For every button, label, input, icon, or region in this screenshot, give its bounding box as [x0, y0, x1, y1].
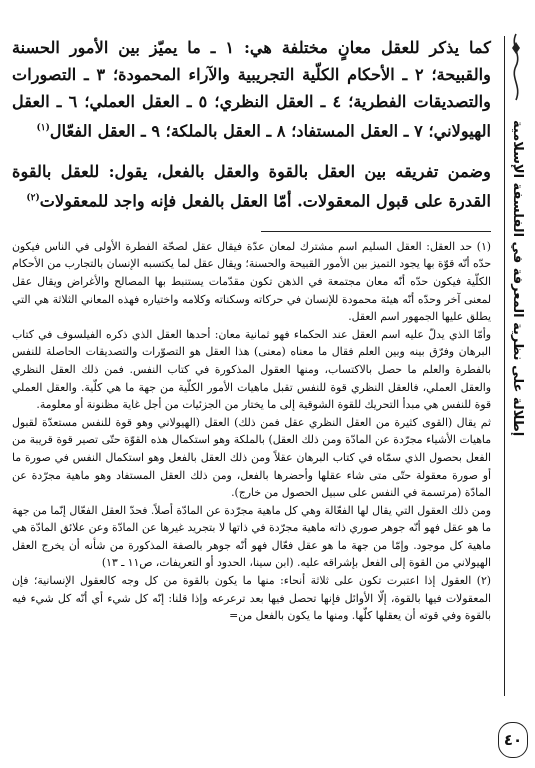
footnote-1-continued: ثم يقال (القوى كثيرة من العقل النظري عقل فمن ذلك) العقل (الهيولاني وهو قوة للنفس مستعدّة لقبول ماهيات الأشياء مجرّدة عن المادّة ومن ذلك العقل) بالملكة وهو استكمال هذه القوّة حتّى تصير قوة قريبة من الفعل بحصول الذي سمّاه في كتاب البرهان عقلاً ومن ذلك العقل بالفعل وهو استكمال النفس في صورة ما أو صورة معقولة حتّى متى شاء عقلها وأحضرها بالفعل، ومن ذلك العقل المستفاد وهو ماهية مجرّدة عن المادّة (مرتسمة في النفس على سبيل الحصول من خارج).	[12, 415, 491, 500]
footnote-1-continued: وأمّا الذي يدلّ عليه اسم العقل عند الحكماء فهو ثمانية معان: أحدها العقل الذي ذكره الفيلسوف في كتاب البرهان وفرّق بينه وبين العلم فقال ما معناه (معنى) هذا العقل هو التصوّرات والتصديقات الحاصلة للنفس بالفطرة والعلم ما حصل بالاكتساب، ومنها العقول المذكورة في كتاب النفس. فمن ذلك العقل النظري والعقل العملي، فالعقل النظري قوة للنفس تقبل ماهيات الأمور الكلّية من جهة ما هي كلّية. والعقل العملي قوة للنفس هي مبدأ التحريك للقوة الشوقية إلى ما يختار من الجزئيات من أجل غاية مظنونة أو معلومة.	[12, 327, 491, 412]
ornament-icon	[508, 32, 524, 102]
paragraph-text: كما يذكر للعقل معانٍ مختلفة هي: ١ ـ ما يميّز بين الأمور الحسنة والقبيحة؛ ٢ ـ الأحكام الكلّية التجريبية والآراء المحمودة؛ ٣ ـ التصورات والتصديقات الفطرية؛ ٤ ـ العقل النظري؛ ٥ ـ العقل العملي؛ ٦ ـ العقل الهيولاني؛ ٧ ـ العقل المستفاد؛ ٨ ـ العقل بالملكة؛ ٩ ـ العقل الفعّال	[12, 38, 491, 141]
page-number: ٤٠	[498, 722, 528, 758]
body-paragraph-1	[12, 34, 491, 144]
footnote-1: (١) حد العقل: العقل السليم اسم مشترك لمعان عدّة فيقال عقل لصحّة الفطرة الأولى في الناس فيكون حدّه أنّه قوّة بها يجود التميز بين الأمور القبيحة والحسنة؛ ويقال عقل لما يكتسبه الإنسان بالتجارب من الأحكام الكلّية فيكون حدّه أنّه معان مجتمعة في الذهن تكون مقدّمات يستنبط بها المصالح والأغراض ويقال عقل لمعنى آخر وحدّه أنّه هيئة محمودة للإنسان في حركاته وسكناته وكلامه واختياره فهذه المعاني الثلاثة هي التي يطلق عليها الجمهور اسم العقل.	[12, 239, 491, 324]
footnote-1-continued: ومن ذلك العقول التي يقال لها الفعّالة وهي كل ماهية مجرّدة عن المادّة أصلاً. فحدّ العقل الفعّال إنّما من جهة ما هو عقل فهو أنّه جوهر صوري ذاته ماهية مجرّدة في ذاتها لا بتجريد غيرها عن المادّة وعن علائق المادّة هي ماهية كل موجود. وإمّا من جهة ما هو عقل فعّال فهو أنّه جوهر بالصفة المذكورة من شأنه أن يخرج العقل الهيولاني من القوة إلى الفعل بإشراقه عليه. (ابن سينا، الحدود أو التعريفات، ص١١ ـ ١٣)	[12, 503, 491, 570]
running-title: إطلالة على نظرية المعرفة في الفلسفة الإسلامية	[510, 120, 525, 437]
footnote-ref: (١)	[36, 123, 50, 133]
body-paragraph-2	[12, 158, 491, 214]
footnote-divider	[261, 231, 491, 232]
paragraph-text: وضمن تفريقه بين العقل بالقوة والعقل بالفعل، يقول: للعقل بالقوة القدرة على قبول المعقولات. أمّا العقل بالفعل فإنه واجد للمعقولات	[12, 162, 491, 211]
footnote-ref: (٢)	[26, 193, 40, 204]
footnote-2: (٢) العقول إذا اعتبرت تكون على ثلاثة أنحاء: منها ما يكون بالقوة من كل وجه كالعقول الإنسانية؛ فإن المعقولات فيها بالقوة، إلّا الأوائل فإنها تحصل فيها بعد ترعرعه وإذا قلنا: إنّه كل شيء أي أنّه كل شيء فيه بالقوة وفي قوته أن يعقلها كلّها. ومنها ما يكون بالفعل من=	[12, 574, 491, 623]
page-content	[12, 34, 491, 625]
